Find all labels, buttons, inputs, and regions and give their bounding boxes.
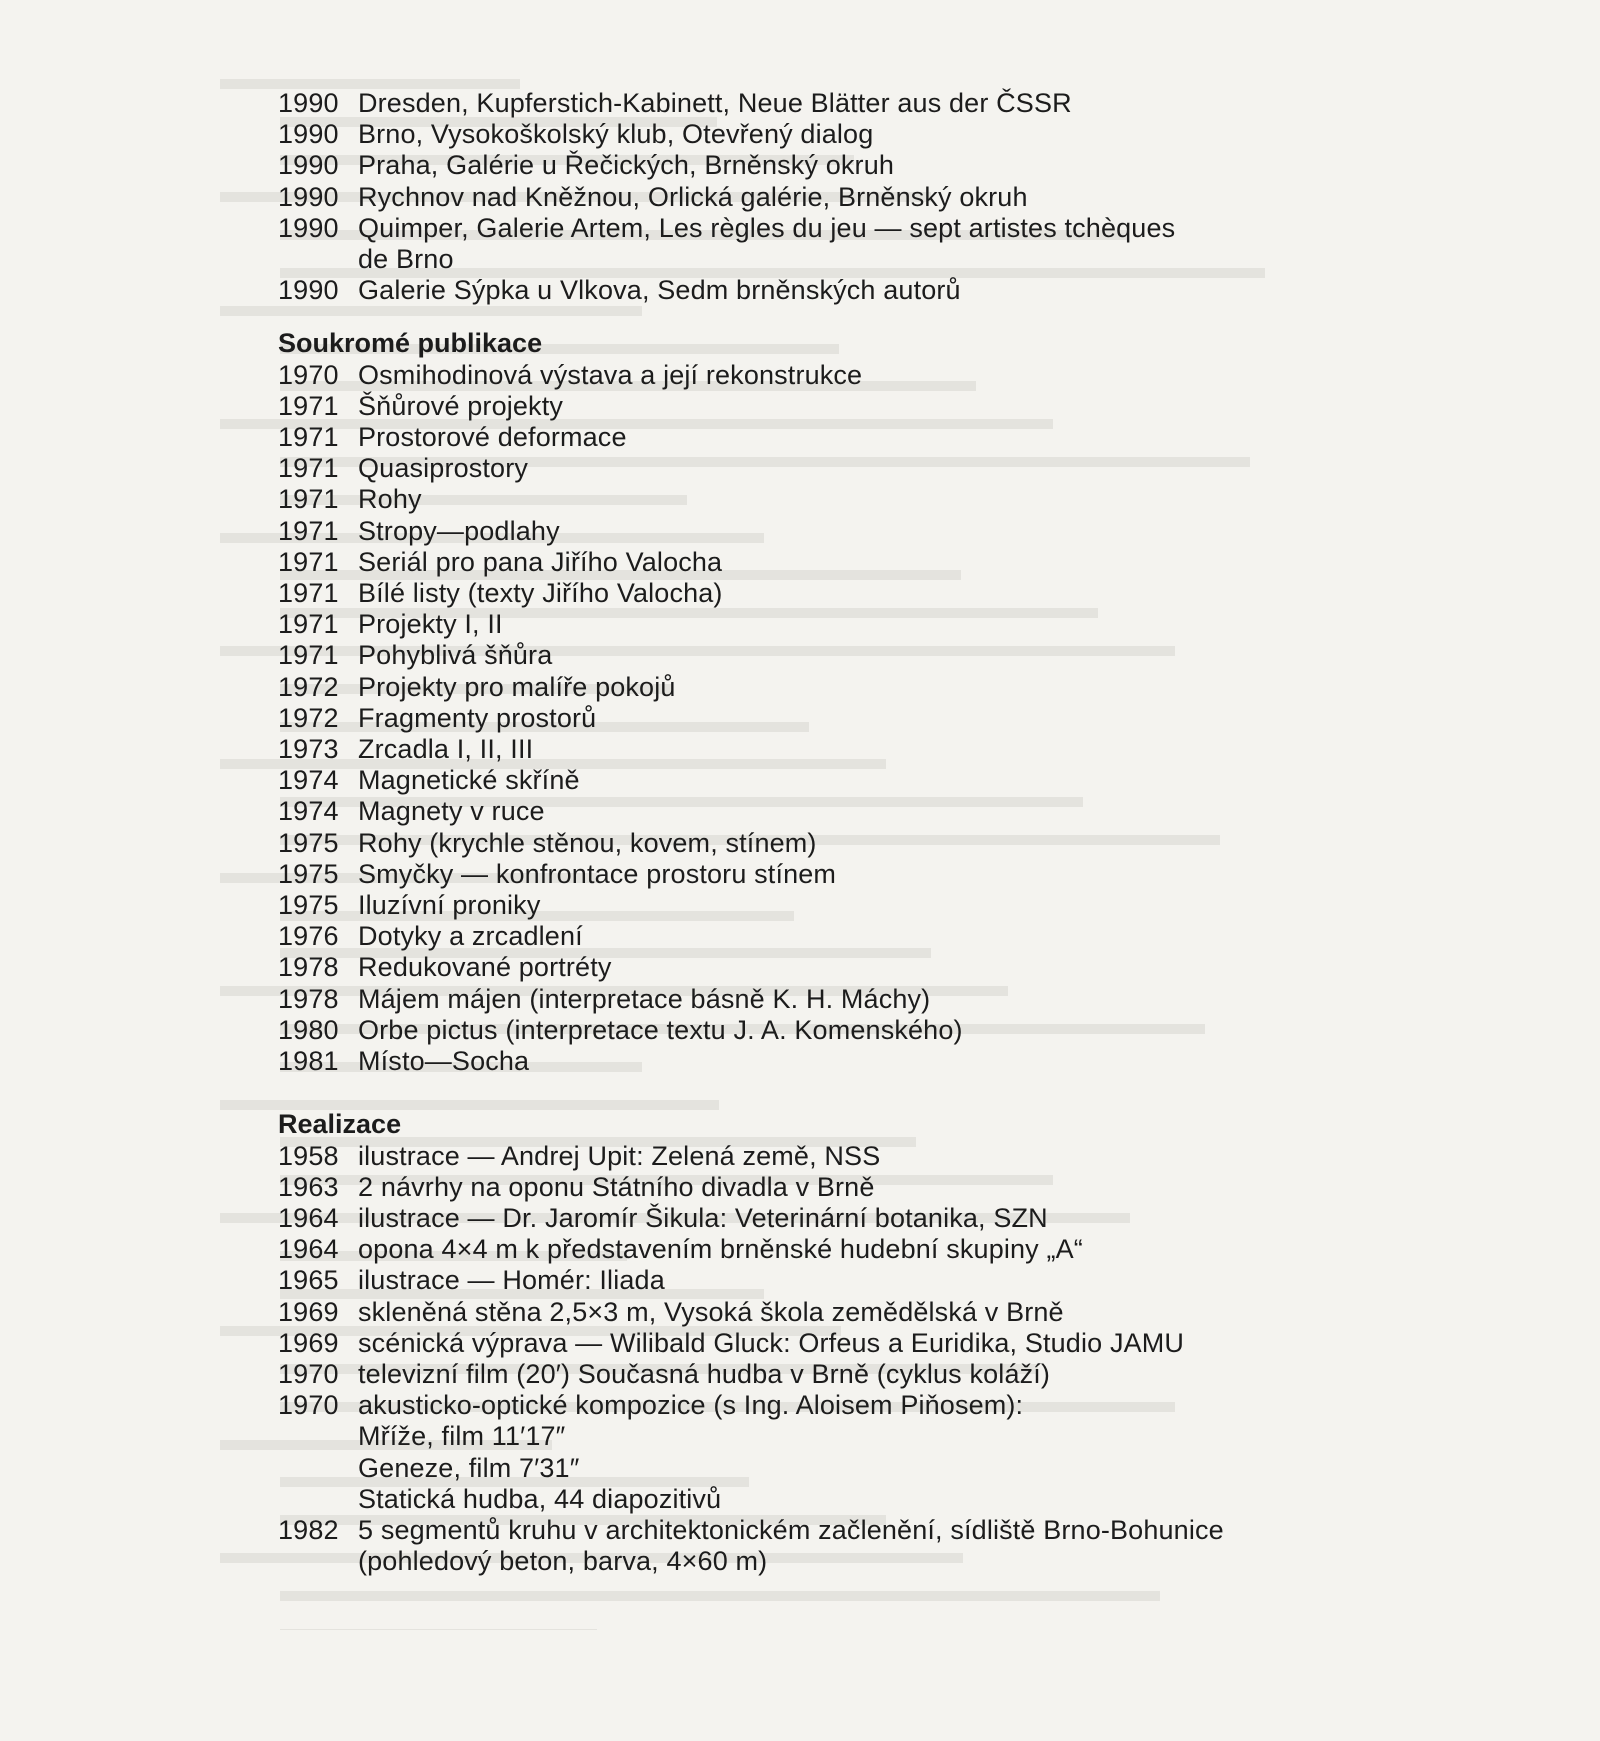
list-item	[278, 1172, 1358, 1203]
entry-line: Orbe pictus (interpretace textu J. A. Komenského)	[358, 1014, 963, 1045]
entry-line: ilustrace — Andrej Upit: Zelená země, NSS	[358, 1140, 881, 1171]
entry-text	[358, 1359, 1358, 1390]
entry-text	[358, 859, 1358, 890]
list-item	[278, 88, 1358, 119]
entry-text	[358, 547, 1358, 578]
list-item	[278, 578, 1358, 609]
list-item	[278, 119, 1358, 150]
entry-line: ilustrace — Dr. Jaromír Šikula: Veterinární botanika, SZN	[358, 1202, 1048, 1233]
list-item	[278, 1046, 1358, 1077]
entry-line: Šňůrové projekty	[358, 390, 564, 421]
entry-line: Smyčky — konfrontace prostoru stínem	[358, 858, 837, 889]
entry-text	[358, 1141, 1358, 1172]
entry-year: 1971	[278, 609, 339, 640]
list-item	[278, 1265, 1358, 1296]
entry-line: Pohyblivá šňůra	[358, 640, 553, 671]
entry-line: ilustrace — Homér: Iliada	[358, 1265, 665, 1296]
entry-year: 1978	[278, 952, 339, 983]
entry-line: Projekty I, II	[358, 609, 503, 640]
list-item	[278, 484, 1358, 515]
entry-year: 1982	[278, 1514, 339, 1545]
entry-text	[358, 391, 1358, 422]
entry-line: 5 segmentů kruhu v architektonickém začlenění, sídliště Brno-Bohunice	[358, 1514, 1224, 1545]
list-item	[278, 150, 1358, 181]
entry-line: Bílé listy (texty Jiřího Valocha)	[358, 578, 723, 609]
entry-text	[358, 1390, 1358, 1515]
entry-line: Rychnov nad Kněžnou, Orlická galérie, Brněnský okruh	[358, 181, 1028, 212]
entry-text	[358, 578, 1358, 609]
entry-year: 1990	[278, 119, 339, 150]
entry-text	[358, 1015, 1358, 1046]
entry-line: akusticko-optické kompozice (s Ing. Aloisem Piňosem):	[358, 1390, 1024, 1421]
list-item	[278, 859, 1358, 890]
list-item	[278, 516, 1358, 547]
entry-line: Rohy	[358, 484, 422, 515]
entry-line: Projekty pro malíře pokojů	[358, 671, 676, 702]
list-item	[278, 1015, 1358, 1046]
entry-text	[358, 275, 1358, 306]
entry-text	[358, 828, 1358, 859]
list-item	[278, 213, 1358, 275]
entry-line: Redukované portréty	[358, 952, 612, 983]
entry-text	[358, 484, 1358, 515]
entry-line: Galerie Sýpka u Vlkova, Sedm brněnských autorů	[358, 275, 961, 306]
entry-line: Dotyky a zrcadlení	[358, 921, 583, 952]
list-item	[278, 547, 1358, 578]
entry-line: Zrcadla I, II, III	[358, 734, 534, 765]
list-item	[278, 1297, 1358, 1328]
list-item	[278, 453, 1358, 484]
entry-line: Mříže, film 11′17″	[358, 1421, 566, 1452]
entry-line: Quasiprostory	[358, 453, 529, 484]
entry-year: 1975	[278, 827, 339, 858]
entry-year: 1976	[278, 921, 339, 952]
list-item	[278, 734, 1358, 765]
list-item	[278, 828, 1358, 859]
entry-line: Brno, Vysokoškolský klub, Otevřený dialog	[358, 119, 874, 150]
entry-year: 1990	[278, 150, 339, 181]
entry-line: Quimper, Galerie Artem, Les règles du jeu — sept artistes tchèques	[358, 212, 1176, 243]
show-through-line	[200, 1629, 1560, 1630]
entry-text	[358, 88, 1358, 119]
list-item	[278, 182, 1358, 213]
list-item	[278, 1234, 1358, 1265]
entry-line: Fragmenty prostorů	[358, 702, 597, 733]
private-publications-list	[278, 360, 1358, 1078]
list-item	[278, 1390, 1358, 1515]
entry-line: televizní film (20′) Současná hudba v Brně (cyklus koláží)	[358, 1358, 1051, 1389]
entry-year: 1972	[278, 702, 339, 733]
entry-year: 1980	[278, 1014, 339, 1045]
list-item	[278, 275, 1358, 306]
entry-year: 1990	[278, 212, 339, 243]
entry-year: 1971	[278, 390, 339, 421]
entry-year: 1970	[278, 1358, 339, 1389]
entry-line: Iluzívní proniky	[358, 890, 541, 921]
private-publications-heading: Soukromé publikace	[278, 328, 543, 359]
list-item	[278, 984, 1358, 1015]
entry-year: 1971	[278, 484, 339, 515]
entry-year: 1971	[278, 515, 339, 546]
list-item	[278, 796, 1358, 827]
entry-line: de Brno	[358, 244, 454, 275]
entry-year: 1964	[278, 1234, 339, 1265]
list-item	[278, 391, 1358, 422]
entry-year: 1970	[278, 1390, 339, 1421]
entry-year: 1974	[278, 765, 339, 796]
entry-text	[358, 1046, 1358, 1077]
entry-text	[358, 765, 1358, 796]
list-item	[278, 672, 1358, 703]
entry-text	[358, 1328, 1358, 1359]
entry-line: Geneze, film 7′31″	[358, 1452, 580, 1483]
entry-line: Dresden, Kupferstich-Kabinett, Neue Blätter aus der ČSSR	[358, 88, 1072, 118]
entry-text	[358, 150, 1358, 181]
entry-text	[358, 1203, 1358, 1234]
entry-text	[358, 640, 1358, 671]
list-item	[278, 422, 1358, 453]
realizations-heading: Realizace	[278, 1109, 402, 1140]
entry-year: 1990	[278, 88, 339, 118]
entry-text	[358, 703, 1358, 734]
entry-text	[358, 1172, 1358, 1203]
entry-year: 1964	[278, 1202, 339, 1233]
entry-year: 1971	[278, 640, 339, 671]
entry-text	[358, 119, 1358, 150]
entry-text	[358, 1297, 1358, 1328]
entry-year: 1978	[278, 983, 339, 1014]
entry-text	[358, 890, 1358, 921]
list-item	[278, 1203, 1358, 1234]
entry-year: 1969	[278, 1296, 339, 1327]
entry-line: Statická hudba, 44 diapozitivů	[358, 1483, 722, 1514]
list-item	[278, 952, 1358, 983]
entry-text	[358, 360, 1358, 391]
list-item	[278, 1515, 1358, 1577]
entry-year: 1981	[278, 1046, 339, 1077]
entry-line: Místo—Socha	[358, 1046, 530, 1077]
entry-line: Májem májen (interpretace básně K. H. Máchy)	[358, 983, 931, 1014]
realizations-list	[278, 1141, 1358, 1578]
entry-text	[358, 453, 1358, 484]
entry-line: Prostorové deformace	[358, 422, 627, 453]
entry-line: 2 návrhy na oponu Státního divadla v Brně	[358, 1171, 875, 1202]
entry-line: Praha, Galérie u Řečických, Brněnský okruh	[358, 150, 895, 181]
entry-text	[358, 213, 1358, 275]
entry-year: 1971	[278, 453, 339, 484]
entry-line: Rohy (krychle stěnou, kovem, stínem)	[358, 827, 817, 858]
entry-text	[358, 609, 1358, 640]
entry-line: Magnetické skříně	[358, 765, 580, 796]
exhibitions-list	[278, 88, 1358, 306]
entry-text	[358, 672, 1358, 703]
entry-text	[358, 921, 1358, 952]
list-item	[278, 1359, 1358, 1390]
list-item	[278, 640, 1358, 671]
entry-line: (pohledový beton, barva, 4×60 m)	[358, 1546, 768, 1577]
list-item	[278, 703, 1358, 734]
entry-year: 1972	[278, 671, 339, 702]
entry-line: skleněná stěna 2,5×3 m, Vysoká škola zemědělská v Brně	[358, 1296, 1064, 1327]
list-item	[278, 765, 1358, 796]
entry-year: 1974	[278, 796, 339, 827]
entry-year: 1990	[278, 275, 339, 306]
entry-text	[358, 952, 1358, 983]
entry-text	[358, 182, 1358, 213]
list-item	[278, 1141, 1358, 1172]
entry-year: 1971	[278, 578, 339, 609]
entry-line: opona 4×4 m k představením brněnské hudební skupiny „A“	[358, 1234, 1083, 1265]
entry-line: Stropy—podlahy	[358, 515, 560, 546]
entry-text	[358, 1265, 1358, 1296]
entry-year: 1969	[278, 1327, 339, 1358]
entry-text	[358, 796, 1358, 827]
entry-text	[358, 422, 1358, 453]
entry-year: 1965	[278, 1265, 339, 1296]
entry-year: 1973	[278, 734, 339, 765]
list-item	[278, 1328, 1358, 1359]
entry-text	[358, 516, 1358, 547]
entry-year: 1971	[278, 422, 339, 453]
entry-line: Seriál pro pana Jiřího Valocha	[358, 546, 723, 577]
list-item	[278, 921, 1358, 952]
entry-text	[358, 1515, 1358, 1577]
document-page	[278, 88, 1358, 1577]
entry-line: Osmihodinová výstava a její rekonstrukce	[358, 359, 863, 390]
entry-year: 1990	[278, 181, 339, 212]
entry-text	[358, 734, 1358, 765]
entry-line: scénická výprava — Wilibald Gluck: Orfeus a Euridika, Studio JAMU	[358, 1327, 1185, 1358]
entry-text	[358, 984, 1358, 1015]
entry-year: 1975	[278, 890, 339, 921]
entry-year: 1975	[278, 858, 339, 889]
list-item	[278, 890, 1358, 921]
entry-year: 1963	[278, 1171, 339, 1202]
entry-year: 1971	[278, 546, 339, 577]
entry-text	[358, 1234, 1358, 1265]
list-item	[278, 360, 1358, 391]
entry-year: 1958	[278, 1140, 339, 1171]
entry-line: Magnety v ruce	[358, 796, 545, 827]
list-item	[278, 609, 1358, 640]
entry-year: 1970	[278, 359, 339, 390]
show-through-line	[200, 1591, 1560, 1620]
